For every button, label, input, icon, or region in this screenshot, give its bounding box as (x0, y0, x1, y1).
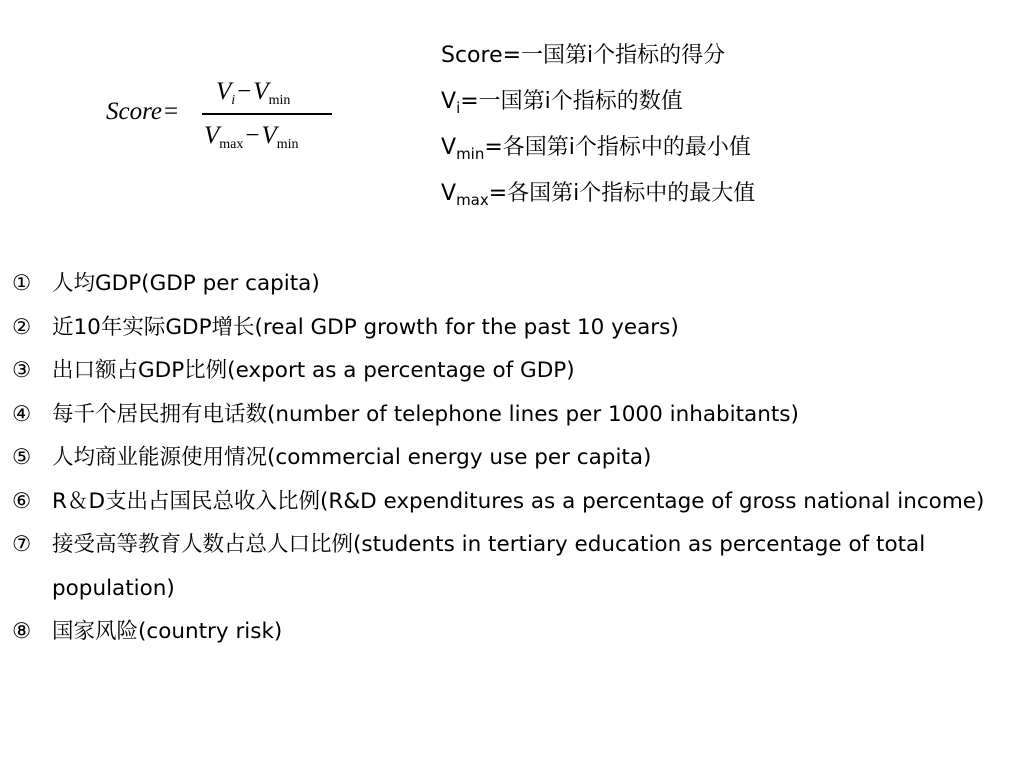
numerator-v-min: V (253, 78, 269, 105)
numerator-sub-min: min (268, 93, 291, 108)
definition-var: V (441, 89, 457, 114)
list-item (12, 349, 1012, 393)
list-item-text: 出口额占GDP比例(export as a percentage of GDP) (52, 358, 575, 383)
definition-vi (441, 84, 755, 130)
list-item (12, 523, 1012, 610)
list-item-number: ⑥ (12, 488, 32, 514)
definition-score (441, 38, 755, 84)
definition-text: =一国第i个指标的数值 (460, 89, 683, 114)
formula-score-label: Score (106, 98, 162, 125)
list-item-number: ⑦ (12, 532, 32, 557)
list-item-number: ④ (12, 401, 32, 427)
denominator-sub-min: min (276, 137, 299, 152)
definition-vmin (441, 130, 755, 176)
definition-var: V (441, 181, 457, 206)
formula-denominator (204, 122, 299, 153)
numerator-v: V (216, 78, 232, 105)
list-item (12, 393, 1012, 437)
list-item (12, 436, 1012, 480)
list-item-text: R＆D支出占国民总收入比例(R&D expenditures as a percentage of gross national income) (52, 488, 985, 514)
list-item-text: 国家风险(country risk) (52, 619, 283, 644)
definition-text: =一国第i个指标的得分 (502, 43, 726, 68)
denominator-v-max: V (204, 122, 220, 149)
variable-definitions (441, 38, 755, 222)
score-formula (106, 78, 336, 160)
formula-numerator (216, 78, 290, 109)
list-item (12, 480, 1012, 524)
list-item (12, 306, 1012, 350)
list-item-number: ① (12, 271, 32, 296)
list-item (12, 262, 1012, 306)
list-item-number: ⑤ (12, 445, 32, 470)
formula-lhs (106, 98, 180, 126)
numerator-minus: − (237, 78, 252, 105)
definition-var: Score (441, 43, 503, 68)
numerator-sub-i: i (231, 93, 236, 108)
list-item-text: 人均商业能源使用情况(commercial energy use per capita) (52, 445, 652, 470)
fraction-bar (202, 113, 332, 115)
definition-sub: min (456, 145, 485, 163)
formula-equals: = (164, 98, 179, 125)
list-item-number: ③ (12, 358, 32, 383)
definition-text: =各国第i个指标中的最大值 (488, 181, 756, 206)
list-item-number: ⑧ (12, 619, 32, 644)
definition-sub: i (456, 99, 461, 117)
denominator-minus: − (245, 122, 260, 149)
list-item-text: 近10年实际GDP增长(real GDP growth for the past 10 years) (52, 314, 679, 340)
denominator-sub-max: max (219, 137, 244, 152)
denominator-v-min: V (261, 122, 277, 149)
list-item-text: 人均GDP(GDP per capita) (52, 271, 320, 296)
definition-sub: max (456, 191, 489, 209)
definition-text: =各国第i个指标中的最小值 (484, 135, 751, 160)
list-item (12, 610, 1012, 654)
list-item-text: 接受高等教育人数占总人口比例(students in tertiary education as percentage of total population) (52, 532, 926, 601)
list-item-number: ② (12, 314, 32, 340)
list-item-text: 每千个居民拥有电话数(number of telephone lines per 1000 inhabitants) (52, 401, 799, 427)
definition-var: V (441, 135, 457, 160)
definition-vmax (441, 176, 755, 222)
indicator-list (12, 262, 1012, 654)
